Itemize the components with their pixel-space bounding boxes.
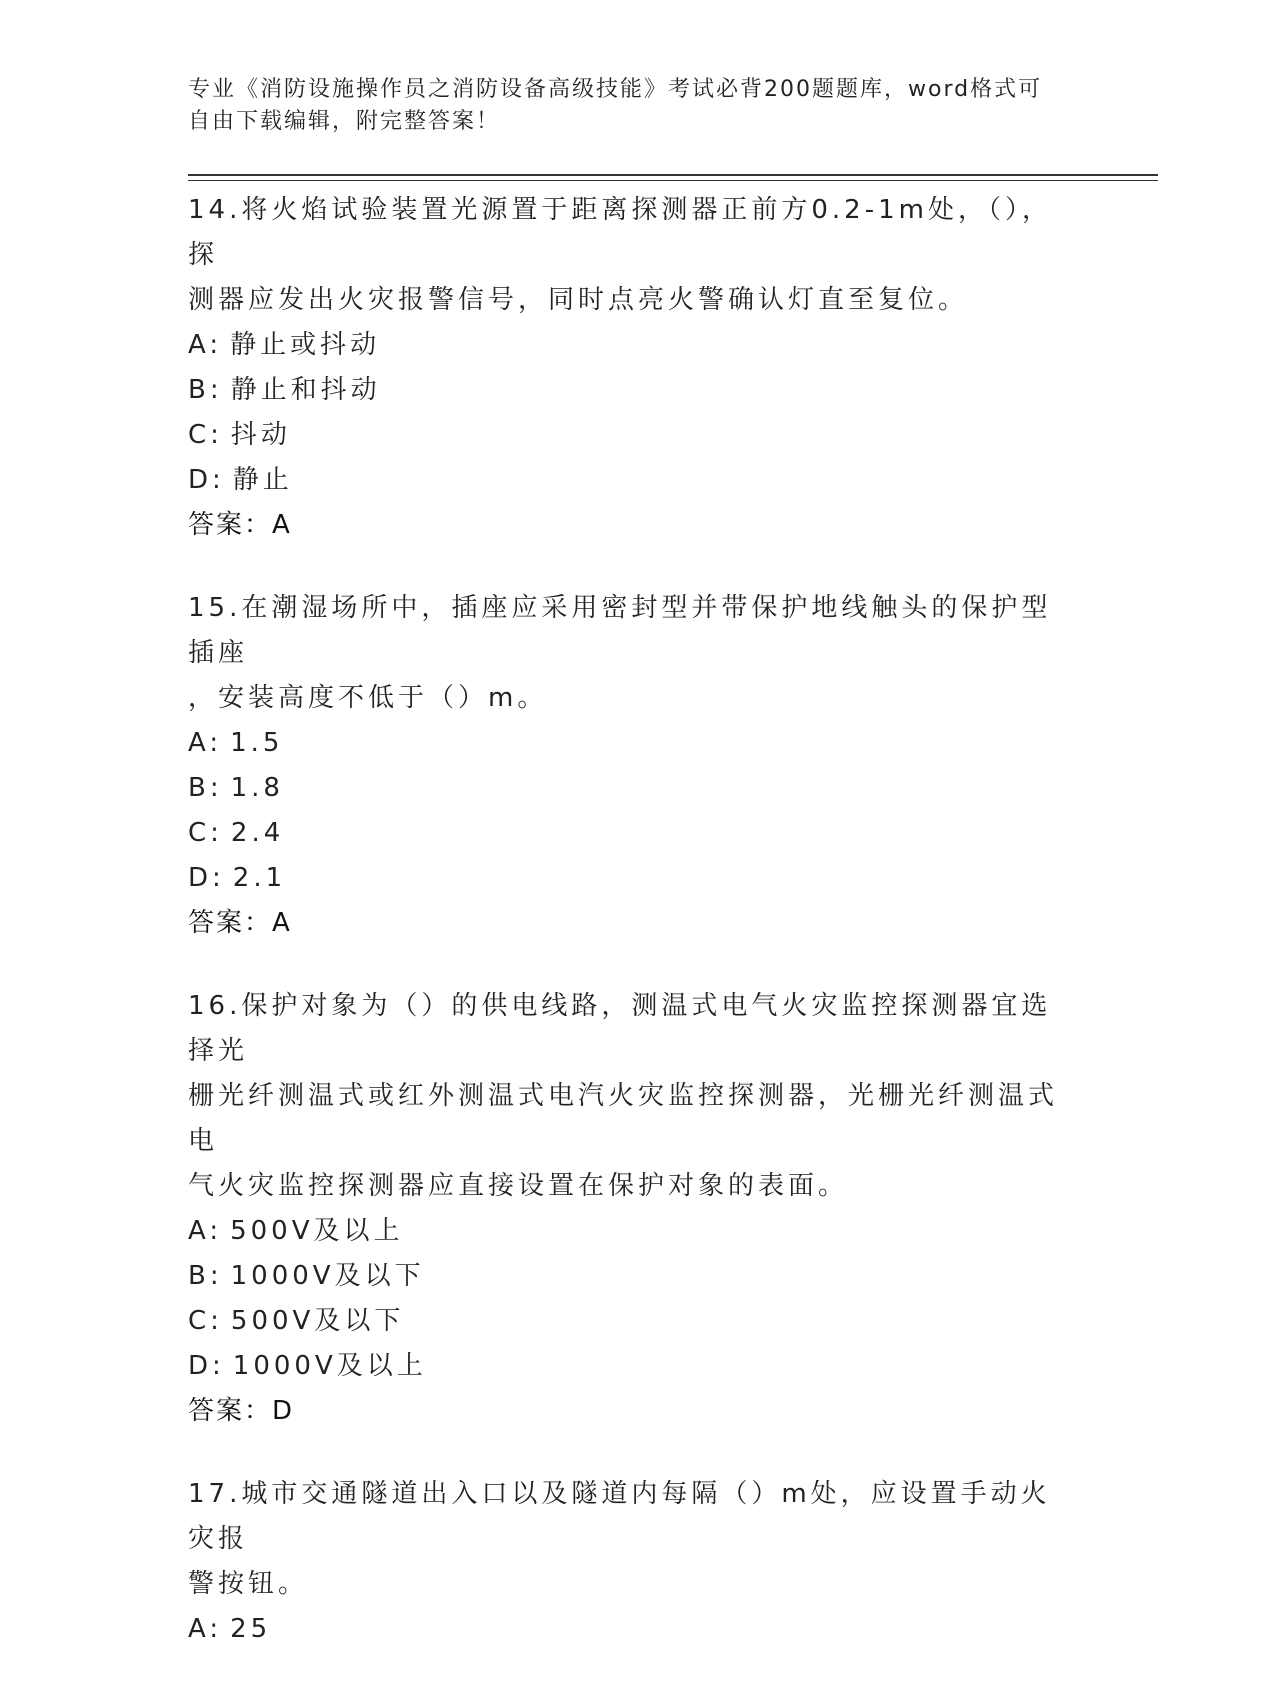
option-key: C:	[188, 420, 223, 450]
question-stem-line: ，安装高度不低于（）m。	[188, 683, 548, 713]
option-b	[188, 368, 1078, 413]
option-key: C:	[188, 1306, 223, 1336]
document-header	[188, 74, 1068, 138]
header-divider-thin	[188, 180, 1158, 181]
option-text: 2.1	[232, 863, 287, 893]
option-key: B:	[188, 1261, 223, 1291]
option-text: 25	[230, 1614, 272, 1644]
option-key: A:	[188, 330, 223, 360]
option-key: A:	[188, 1614, 223, 1644]
question-stem-line: 气火灾监控探测器应直接设置在保护对象的表面。	[188, 1171, 849, 1201]
option-c	[188, 1299, 1078, 1344]
option-text: 静止和抖动	[230, 375, 381, 405]
question-list	[188, 188, 1078, 1690]
answer-line: 答案：A	[188, 908, 292, 938]
option-text: 2.4	[230, 818, 285, 848]
option-c	[188, 811, 1078, 856]
option-b	[188, 766, 1078, 811]
answer-line: 答案：A	[188, 510, 292, 540]
option-text: 1000V及以上	[232, 1351, 427, 1381]
option-key: B:	[188, 773, 223, 803]
option-text: 1.8	[230, 773, 284, 803]
question-stem-line: 17.城市交通隧道出入口以及隧道内每隔（）m处，应设置手动火灾报	[188, 1479, 1051, 1554]
answer-line: 答案：D	[188, 1396, 295, 1426]
option-b	[188, 1254, 1078, 1299]
question-14	[188, 188, 1078, 548]
question-stem-line: 栅光纤测温式或红外测温式电汽火灾监控探测器，光栅光纤测温式电	[188, 1081, 1059, 1156]
header-divider-thick	[188, 174, 1158, 176]
option-text: 500V及以下	[230, 1306, 405, 1336]
option-c	[188, 413, 1078, 458]
option-a	[188, 1607, 1078, 1652]
question-stem-line: 14.将火焰试验装置光源置于距离探测器正前方0.2-1m处，（），探	[188, 195, 1052, 270]
option-text: 抖动	[230, 420, 291, 450]
option-key: C:	[188, 818, 223, 848]
option-a	[188, 721, 1078, 766]
header-line-1: 专业《消防设施操作员之消防设备高级技能》考试必背200题题库，word格式可	[188, 77, 1043, 102]
option-d	[188, 856, 1078, 901]
question-stem-line: 测器应发出火灾报警信号，同时点亮火警确认灯直至复位。	[188, 285, 969, 315]
option-key: D:	[188, 863, 225, 893]
option-text: 静止	[232, 465, 293, 495]
option-key: D:	[188, 465, 225, 495]
question-17	[188, 1472, 1078, 1652]
header-line-2: 自由下载编辑，附完整答案！	[188, 109, 501, 134]
option-d	[188, 458, 1078, 503]
question-16	[188, 984, 1078, 1434]
option-d	[188, 1344, 1078, 1389]
question-stem-line: 16.保护对象为（）的供电线路，测温式电气火灾监控探测器宜选择光	[188, 991, 1052, 1066]
question-15	[188, 586, 1078, 946]
option-text: 1.5	[230, 728, 284, 758]
option-text: 500V及以上	[230, 1216, 404, 1246]
option-key: A:	[188, 728, 223, 758]
option-text: 静止或抖动	[230, 330, 381, 360]
question-stem-line: 警按钮。	[188, 1569, 309, 1599]
option-text: 1000V及以下	[230, 1261, 425, 1291]
option-key: D:	[188, 1351, 225, 1381]
option-key: B:	[188, 375, 223, 405]
option-key: A:	[188, 1216, 223, 1246]
option-a	[188, 323, 1078, 368]
option-a	[188, 1209, 1078, 1254]
question-stem-line: 15.在潮湿场所中，插座应采用密封型并带保护地线触头的保护型插座	[188, 593, 1052, 668]
